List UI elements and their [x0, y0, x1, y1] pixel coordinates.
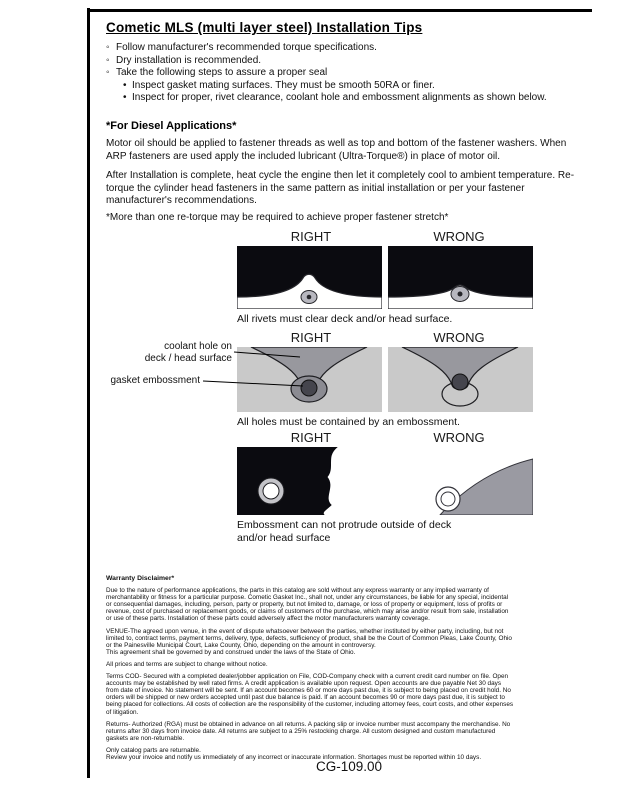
diagram1-images	[237, 246, 533, 309]
diagram-embossment-containment	[237, 330, 533, 429]
diagram2-wrong-label: WRONG	[433, 330, 485, 345]
warranty-paragraph-venue: VENUE-The agreed upon venue, in the event of dispute whatsoever between the parties, whether instituted by either party, including, but not limited to, contract terms, payment terms, delivery, type, defects, sufficiency of product, shall be the Court of Common Pleas, Lake County, Ohio or the Painesville Municipal Court, Lake County, Ohio, depending on the amount in controversy.	[106, 627, 512, 649]
diesel-paragraph-retorque-note: *More than one re-torque may be required to achieve proper fastener stretch*	[106, 212, 449, 223]
embossment-containment-right-diagram	[237, 347, 382, 412]
subtip-inspect-alignments: • Inspect for proper, rivet clearance, coolant hole and embossment alignments as shown below.	[123, 92, 586, 105]
tip-dry-installation: ◦ Dry installation is recommended.	[106, 55, 586, 68]
warranty-paragraph-catalog-parts: Only catalog parts are returnable.	[106, 746, 201, 754]
page-edge-horizontal-line	[87, 9, 592, 12]
diagram-embossment-protrusion	[237, 430, 533, 544]
page-footer-code: CG-109.00	[315, 759, 383, 774]
embossment-protrusion-right-diagram	[237, 447, 382, 515]
warranty-disclaimer-section	[106, 575, 514, 766]
warranty-paragraph-terms: Terms COD- Secured with a completed dealer/jobber application on File, COD-Company check with a current credit card number on file. Open accounts may be established by well rated firms. A credit application is available upon request. Open accounts are due payable Net 30 days from date of invoice. No statement will be sent. If an account becomes 60 or more days past due, it is subject to being placed on credit hold. No orders will be shipped or new orders accepted until past due balance is paid. If an account becomes 90 or more days past due, it is subject to being placed for collections. All costs of collection are the responsibility of the customer, including attorney fees, court costs, and other expenses of litigation.	[106, 673, 514, 716]
diesel-paragraph-motor-oil: Motor oil should be applied to fastener threads as well as top and bottom of the fastener washers. When ARP fasteners are used apply the included lubricant (Ultra-Torque®) in place of motor oil.	[106, 138, 567, 162]
callout-coolant-line1: coolant hole on	[164, 341, 232, 352]
callout-coolant-hole-label	[100, 341, 232, 364]
warranty-paragraph-governing-law: This agreement shall be governed by and construed under the laws of the State of Ohio.	[106, 648, 356, 656]
diagram1-caption: All rivets must clear deck and/or head surface.	[237, 313, 453, 325]
warranty-paragraph-review-invoice: Review your invoice and notify us immediately of any incorrect or inaccurate information. Shortages must be reported within 10 days.	[106, 753, 482, 761]
rivet-clearance-wrong-diagram	[388, 246, 533, 309]
callout-coolant-line2: deck / head surface	[144, 352, 232, 364]
callout-gasket-embossment-label: gasket embossment	[110, 375, 200, 386]
diesel-paragraph-heat-cycle: After Installation is complete, heat cycle the engine then let it completely cool to ambient temperature. Re-torque the cylinder head fasteners in the same pattern as initial installation or per your fastener manufacturer's recommendations.	[106, 170, 575, 206]
diagram2-labels	[237, 330, 533, 345]
diagram1-wrong-label: WRONG	[433, 229, 485, 244]
diagram1-right-label: RIGHT	[290, 229, 332, 244]
warranty-paragraph-prices: All prices and terms are subject to change without notice.	[106, 660, 268, 668]
diagram3-labels	[237, 430, 533, 445]
embossment-containment-wrong-diagram	[388, 347, 533, 412]
page-title: Cometic MLS (multi layer steel) Installation Tips	[106, 20, 423, 35]
tip-torque-specs: ◦ Follow manufacturer's recommended torque specifications.	[106, 42, 586, 55]
warranty-paragraph-liability: Due to the nature of performance applications, the parts in this catalog are sold without any express warranty or any implied warranty of merchantability or fitness for a particular purpose. Cometic Gasket Inc., shall not, under any circumstances, be liable for any special, incidental or consequential damages, including, person, party or property, but not limited to, damage, or loss of property or equipment, loss of profits or revenue, cost of purchased or replacement goods, or claims of customers of the purchase, which may arise and/or result from sale, installation or use of these parts. Installation of these parts could adversely affect the motor manufacturers warranty coverage.	[106, 587, 509, 623]
diagram3-caption: Embossment can not protrude outside of deck and/or head surface	[237, 519, 452, 544]
tip-proper-seal: ◦ Take the following steps to assure a proper seal	[106, 67, 586, 80]
diagram2-images	[237, 347, 533, 412]
warranty-heading: Warranty Disclaimer*	[106, 575, 175, 582]
diagram3-wrong-label: WRONG	[433, 430, 485, 445]
embossment-protrusion-wrong-diagram	[388, 447, 533, 515]
diagram2-caption: All holes must be contained by an embossment.	[237, 416, 460, 428]
diagram3-right-label: RIGHT	[290, 430, 332, 445]
diagram3-images	[237, 447, 533, 515]
diesel-applications-heading: *For Diesel Applications*	[106, 120, 237, 132]
diagram1-labels	[237, 229, 533, 244]
installation-tips-list	[106, 42, 586, 105]
page-edge-vertical-line	[87, 8, 90, 778]
diagram2-right-label: RIGHT	[290, 330, 332, 345]
warranty-paragraph-returns: Returns- Authorized (RGA) must be obtained in advance on all returns. A packing slip or invoice number must accompany the merchandise. No returns after 30 days from invoice date. All returns are subject to a 25% restocking charge. All custom designed and custom manufactured gaskets are non-returnable.	[106, 720, 511, 742]
diagram-rivet-clearance	[237, 229, 533, 326]
subtip-inspect-surfaces: • Inspect gasket mating surfaces. They must be smooth 50RA or finer.	[123, 80, 586, 93]
rivet-clearance-right-diagram	[237, 246, 382, 309]
